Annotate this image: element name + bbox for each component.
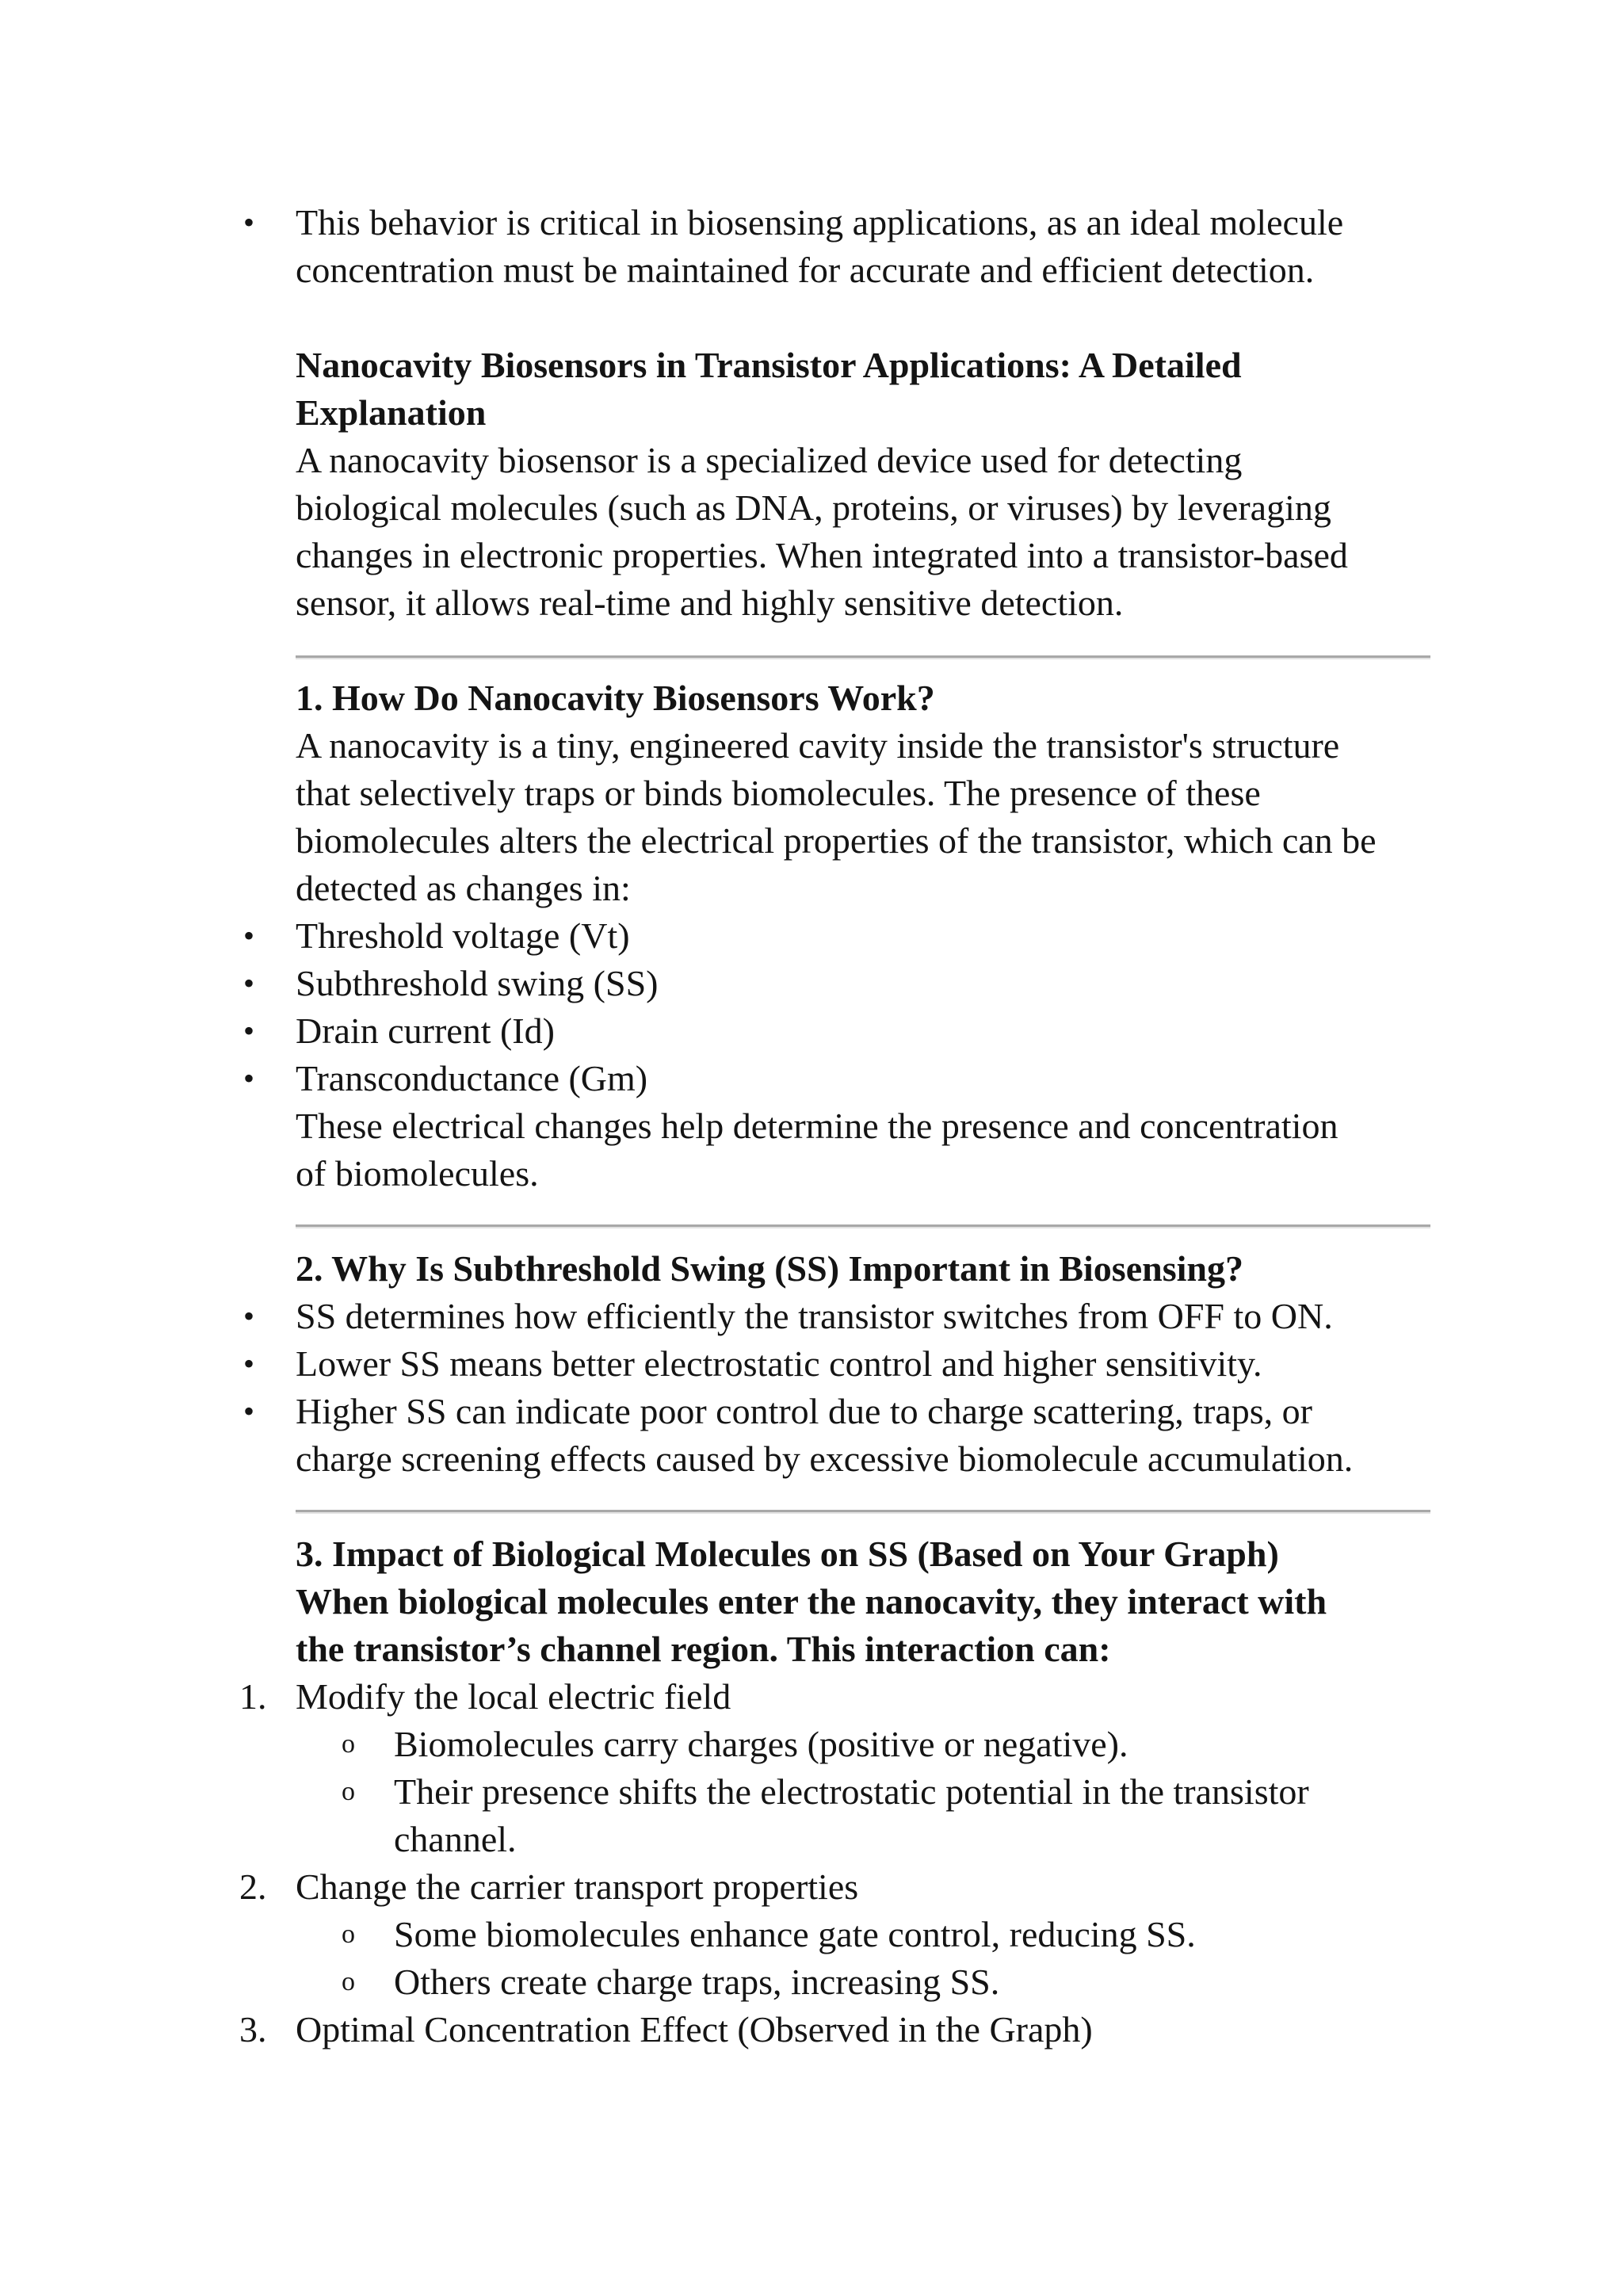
section1-line-2: that selectively traps or binds biomolecules. The presence of these: [296, 773, 1261, 813]
bullet-marker: •: [243, 918, 255, 953]
section3-title: 3. Impact of Biological Molecules on SS (Based on Your Graph): [296, 1534, 1279, 1574]
list-number: 3.: [239, 2009, 267, 2050]
bullet-marker: •: [243, 1060, 255, 1096]
list-number: 2.: [239, 1866, 267, 1907]
bullet-marker: •: [243, 1393, 255, 1429]
section3-item-2: Change the carrier transport properties: [296, 1866, 859, 1907]
section1-title: 1. How Do Nanocavity Biosensors Work?: [296, 678, 935, 718]
bullet-marker: •: [243, 1013, 255, 1049]
bullet-marker: •: [243, 965, 255, 1001]
section3-bold-line-1: When biological molecules enter the nanocavity, they interact with: [296, 1581, 1327, 1622]
section1-bullet-3: Drain current (Id): [296, 1010, 555, 1051]
intro-bullet-line-1: This behavior is critical in biosensing applications, as an ideal molecule: [296, 202, 1344, 243]
section3-item-1: Modify the local electric field: [296, 1676, 731, 1717]
intro-paragraph-line-2: biological molecules (such as DNA, proteins, or viruses) by leveraging: [296, 487, 1331, 528]
section1-closing-line-1: These electrical changes help determine the presence and concentration: [296, 1106, 1338, 1146]
document-heading-line-2: Explanation: [296, 392, 487, 433]
document-heading-line-1: Nanocavity Biosensors in Transistor Applications: A Detailed: [296, 345, 1242, 385]
horizontal-rule: [296, 1510, 1430, 1514]
sub-bullet-marker: o: [342, 1967, 355, 1996]
section2-bullet-3-continuation: charge screening effects caused by excessive biomolecule accumulation.: [296, 1438, 1354, 1479]
section1-line-4: detected as changes in:: [296, 868, 631, 908]
intro-bullet-line-2: concentration must be maintained for accurate and efficient detection.: [296, 250, 1315, 290]
section1-closing-line-2: of biomolecules.: [296, 1153, 539, 1194]
list-number: 1.: [239, 1676, 267, 1717]
section3-item-3: Optimal Concentration Effect (Observed in the Graph): [296, 2009, 1093, 2050]
section3-item-2-sub-2: Others create charge traps, increasing SS.: [394, 1962, 1000, 2002]
section2-bullet-2: Lower SS means better electrostatic control and higher sensitivity.: [296, 1343, 1262, 1384]
section2-bullet-1: SS determines how efficiently the transistor switches from OFF to ON.: [296, 1296, 1333, 1336]
section2-title: 2. Why Is Subthreshold Swing (SS) Important in Biosensing?: [296, 1248, 1243, 1289]
section1-bullet-4: Transconductance (Gm): [296, 1058, 648, 1098]
bullet-marker: •: [243, 204, 255, 240]
horizontal-rule: [296, 655, 1430, 659]
intro-paragraph-line-1: A nanocavity biosensor is a specialized device used for detecting: [296, 440, 1243, 480]
section1-bullet-2: Subthreshold swing (SS): [296, 963, 659, 1003]
bullet-marker: •: [243, 1346, 255, 1381]
section3-item-1-sub-1: Biomolecules carry charges (positive or negative).: [394, 1724, 1128, 1764]
intro-paragraph-line-3: changes in electronic properties. When integrated into a transistor-based: [296, 535, 1348, 575]
section3-item-1-sub-2-continuation: channel.: [394, 1819, 517, 1859]
intro-paragraph-line-4: sensor, it allows real-time and highly sensitive detection.: [296, 583, 1124, 623]
section2-bullet-3: Higher SS can indicate poor control due to charge scattering, traps, or: [296, 1391, 1312, 1431]
sub-bullet-marker: o: [342, 1777, 355, 1806]
sub-bullet-marker: o: [342, 1920, 355, 1949]
section1-bullet-1: Threshold voltage (Vt): [296, 915, 630, 956]
section3-item-2-sub-1: Some biomolecules enhance gate control, reducing SS.: [394, 1914, 1196, 1954]
section1-line-3: biomolecules alters the electrical properties of the transistor, which can be: [296, 820, 1377, 861]
section1-line-1: A nanocavity is a tiny, engineered cavity inside the transistor's structure: [296, 725, 1340, 766]
section3-bold-line-2: the transistor’s channel region. This interaction can:: [296, 1629, 1111, 1669]
horizontal-rule: [296, 1224, 1430, 1228]
sub-bullet-marker: o: [342, 1729, 355, 1759]
section3-item-1-sub-2: Their presence shifts the electrostatic potential in the transistor: [394, 1771, 1309, 1812]
bullet-marker: •: [243, 1298, 255, 1334]
